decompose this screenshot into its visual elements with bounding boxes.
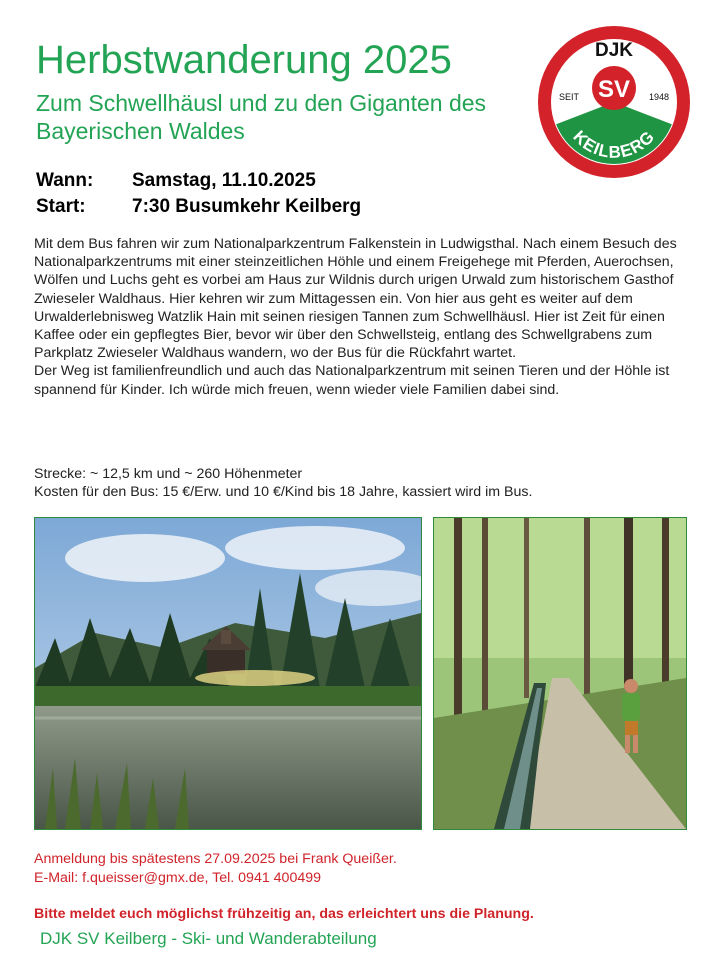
when-line xyxy=(36,170,316,192)
description-paragraph-2: Der Weg ist familienfreundlich und auch das Nationalparkzentrum mit seinen Tieren und der Höhle ist spannend für Kinder. Ich würde mich freuen, wenn wieder viele Familien dabei sind. xyxy=(34,363,670,398)
djk-sv-keilberg-logo xyxy=(536,24,692,180)
logo-right-text: 1948 xyxy=(648,92,670,102)
logo-center-text: SV xyxy=(597,76,631,103)
start-label: Start: xyxy=(36,196,86,217)
lake-forest-photo xyxy=(34,517,422,830)
logo-left-text: SEIT xyxy=(558,92,580,102)
logo-bottom-text: KEILBERG xyxy=(569,126,659,162)
start-value: 7:30 Busumkehr Keilberg xyxy=(132,196,362,217)
when-label: Wann: xyxy=(36,170,94,191)
notice-text: Bitte meldet euch möglichst frühzeitig an, das erleichtert uns die Planung. xyxy=(34,906,534,922)
description-paragraph-1: Mit dem Bus fahren wir zum Nationalparkzentrum Falkenstein in Ludwigsthal. Nach einem Besuch des Nationalparkzentrums mit einer steinzeitlichen Höhle und einem Freigehege mit Pferden, Auerochsen, Wölfen und Luchs geht es vorbei am Haus zur Wildnis durch urigen Urwald zum historischem Gasthof Zwieseler Waldhaus. Hier kehren wir zum Mittagessen ein. Von hier aus geht es weiter auf dem Urwalderlebnisweg Watzlik Hain mit seinen riesigen Tannen zum Schwellhäusl. Hier ist Zeit für einen Kaffee oder ein gepflegtes Bier, bevor wir über den Schwellsteig, entlang des Schwellgrabens zum Parkplatz Zwieseler Waldhaus wandern, wo der Bus für die Rückfahrt wartet. xyxy=(34,236,677,362)
flyer-subtitle: Zum Schwellhäusl und zu den Giganten des Bayerischen Waldes xyxy=(36,90,487,144)
forest-path-photo xyxy=(433,517,687,830)
footer-text: DJK SV Keilberg - Ski- und Wanderabteilung xyxy=(40,929,377,948)
description xyxy=(34,235,694,399)
start-line xyxy=(36,196,361,218)
contact-text: E-Mail: f.queisser@gmx.de, Tel. 0941 400499 xyxy=(34,869,322,886)
flyer-title: Herbstwanderung 2025 xyxy=(36,38,452,82)
lake-forest-lodge-photo-icon xyxy=(35,518,421,829)
registration-info xyxy=(34,850,694,887)
forest-path-stream-hiker-photo-icon xyxy=(434,518,686,829)
trip-facts xyxy=(34,465,694,501)
logo-top-text: DJK xyxy=(594,40,634,61)
club-emblem-icon xyxy=(536,24,692,180)
when-value: Samstag, 11.10.2025 xyxy=(132,170,316,191)
registration-text: Anmeldung bis spätestens 27.09.2025 bei Frank Queißer. xyxy=(34,851,397,867)
cost-text: Kosten für den Bus: 15 €/Erw. und 10 €/Kind bis 18 Jahre, kassiert wird im Bus. xyxy=(34,484,533,501)
distance-text: Strecke: ~ 12,5 km und ~ 260 Höhenmeter xyxy=(34,466,303,482)
